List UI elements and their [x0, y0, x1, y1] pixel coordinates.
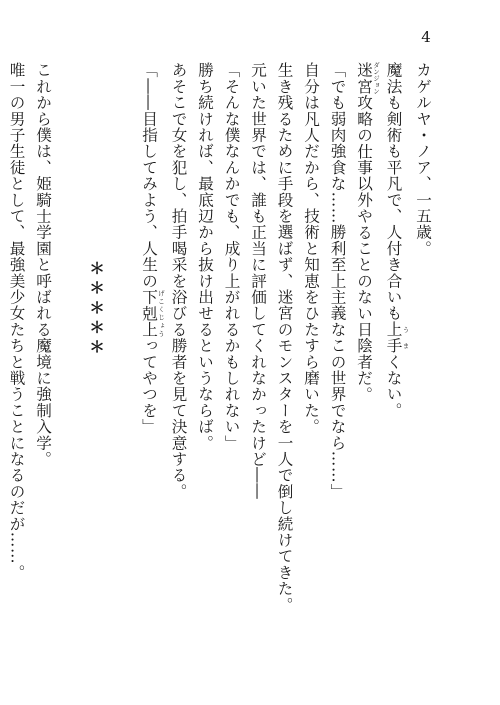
body-text	[0, 62, 436, 662]
text-line: 迷宮 ダンジョン攻略の仕事以外やることのない日陰者だ。	[355, 62, 380, 403]
page-number: 4	[421, 28, 431, 46]
text-line: 「――目指してみよう、人生の下剋上 げこくじょうってやつを」	[140, 62, 165, 435]
text-line: 自分は凡人だから、技術と知恵をひたすら磨いた。	[302, 62, 320, 435]
furigana: 迷宮 ダンジョン	[355, 62, 380, 95]
text-line: あそこで女を犯し、拍手喝采を浴びる勝者を見て決意する。	[169, 62, 188, 500]
section-separator: ＊＊＊＊＊	[87, 260, 106, 358]
text-line: カゲルヤ・ノア、一五歳。	[414, 62, 432, 257]
furigana: 上手 うま	[384, 321, 410, 354]
text-line: 「でも弱肉強食な……勝利至上主義なこの世界でなら……」	[328, 62, 347, 500]
blank-line	[56, 62, 83, 662]
text-line: 生き残るために手段を選ばず、迷宮のモンスターを一人で倒し続けてきた。	[275, 62, 294, 613]
text-line: 元いた世界では、誰も正当に評価してくれなかったけど――	[249, 62, 267, 500]
text-line: これから僕は、姫騎士学園と呼ばれる魔境に強制入学。	[34, 62, 52, 467]
text-line: 勝ち続ければ、最底辺から抜け出せるというならば。	[196, 62, 214, 451]
furigana: 下剋上 げこくじょう	[140, 288, 165, 338]
blank-line	[109, 62, 136, 662]
text-line: 魔法も剣術も平凡で、人付き合いも上手 うまくない。	[384, 62, 410, 419]
text-line: 唯一の男子生徒として、最強美少女たちと戦うことになるのだが……。	[7, 62, 26, 581]
text-line: 「そんな僕なんかでも、成り上がれるかもしれない」	[222, 62, 241, 451]
